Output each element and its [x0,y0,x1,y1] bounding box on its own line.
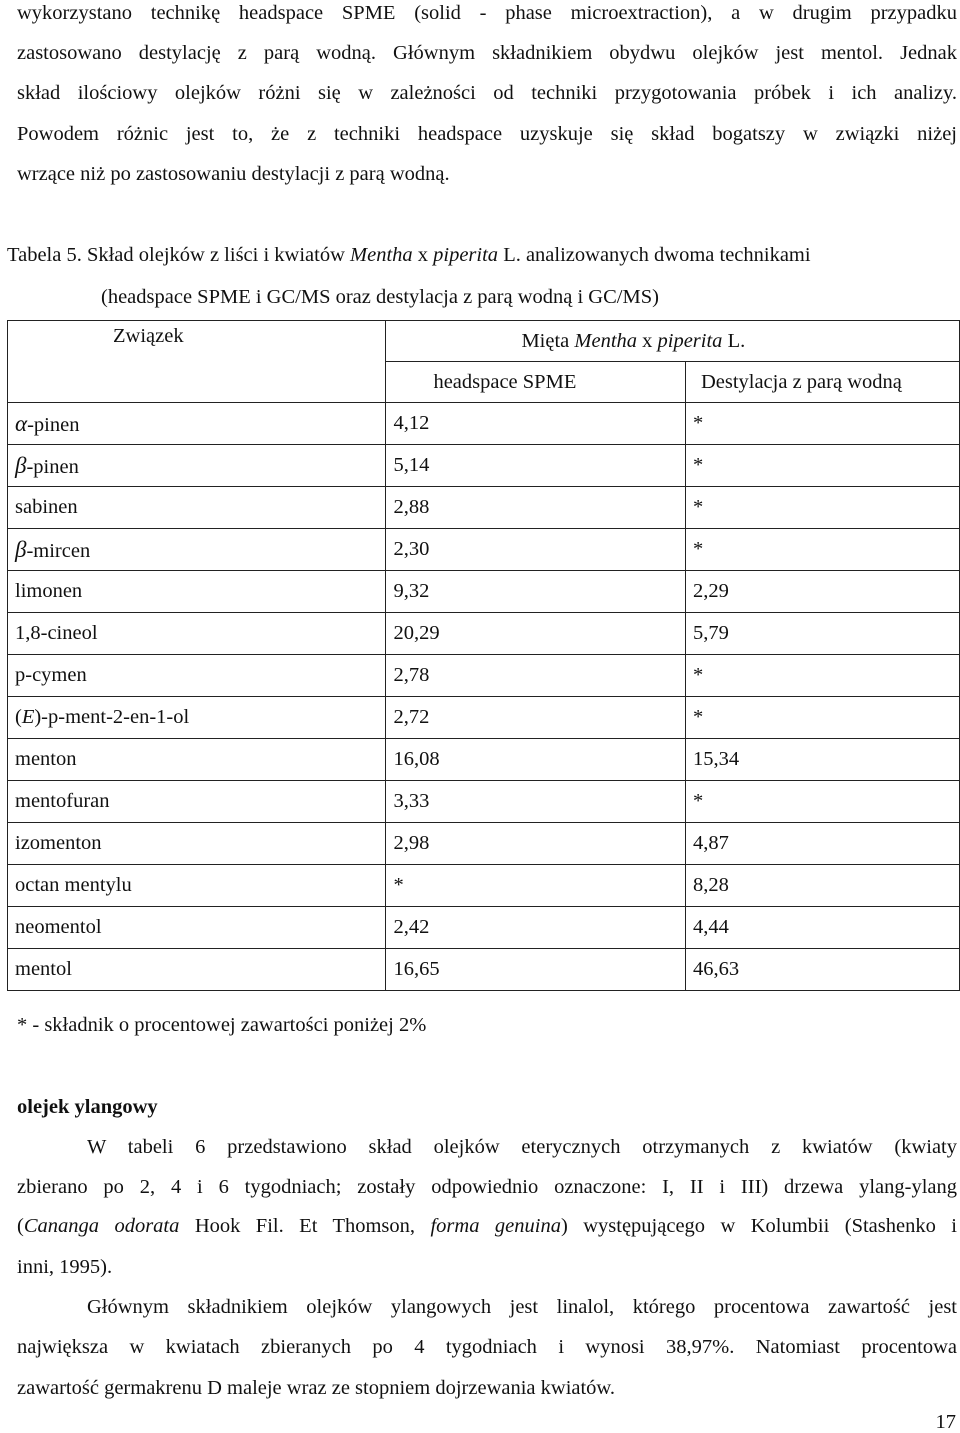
compound-cell [8,571,386,613]
p1-l3-species: Cananga odorata [23,1215,180,1237]
compound-name: izomenton [15,832,102,854]
p1-l3-forma: forma genuina [430,1215,561,1237]
para2-line-3: zawartość germakrenu D maleje wraz ze stopniem dojrzewania kwiatów. [17,1377,616,1399]
page-number: 17 [935,1411,956,1433]
header-group [386,321,960,362]
caption-prefix: Tabela 5. Skład olejków z liści i kwiatów [7,244,351,266]
compound-cell [8,823,386,865]
compound-cell [8,529,386,571]
caption-genus: Mentha [350,244,413,266]
compound-name: mentol [15,958,72,980]
table-row [8,907,960,949]
headspace-value: 16,08 [386,739,686,781]
headspace-value: 9,32 [386,571,686,613]
compound-name: sabinen [15,496,78,518]
compound-cell [8,697,386,739]
table-caption [7,243,957,267]
table-row [8,739,960,781]
headspace-value: 2,30 [386,529,686,571]
greek-prefix: α [15,410,28,436]
caption-species: piperita [433,244,499,266]
distillation-value: 4,44 [685,907,959,949]
compound-name: -pinen [27,413,80,436]
distillation-value: * [685,529,959,571]
compound-stereo-descriptor: E [21,706,35,728]
intro-line-5: wrzące niż po zastosowaniu destylacji z parą wodną. [17,163,450,185]
table-row [8,529,960,571]
headspace-value: 20,29 [386,613,686,655]
para1-line-2: zbierano po 2, 4 i 6 tygodniach; zostały odpowiednio oznaczone: I, II i III) drzewa ylang-ylang [17,1176,957,1198]
compound-cell [8,907,386,949]
compound-name: menton [15,748,77,770]
headspace-value: 16,65 [386,949,686,991]
intro-line-4: Powodem różnic jest to, że z techniki headspace uzyskuje się skład bogatszy w związki niżej [17,123,957,145]
p1-l3-end: ) występującego w Kolumbii (Stashenko i [560,1215,957,1237]
intro-line-3: skład ilościowy olejków różni się w zależności od techniki przygotowania próbek i ich analizy. [17,82,957,104]
table-row [8,571,960,613]
compound-cell [8,403,386,445]
compound-cell [8,445,386,487]
para2-line-1: Głównym składnikiem olejków ylangowych jest linalol, którego procentowa zawartość jest [87,1296,957,1318]
para2-line-2: największa w kwiatach zbieranych po 4 tygodniach i wynosi 38,97%. Natomiast procentowa [17,1336,957,1358]
compound-cell [8,655,386,697]
compound-name: mentofuran [15,790,110,812]
table-row [8,697,960,739]
compound-name: octan mentylu [15,874,132,896]
compound-cell [8,949,386,991]
group-x: x [637,329,658,352]
para1-line-3 [17,1214,957,1238]
composition-table [7,320,960,991]
table-row [8,823,960,865]
caption-suffix: L. analizowanych dwoma technikami [498,244,811,266]
headspace-value: 2,42 [386,907,686,949]
header-distillation: Destylacja z parą wodną [685,362,959,403]
header-headspace: headspace SPME [386,362,686,403]
group-suffix: L. [722,329,746,352]
distillation-value: * [685,487,959,529]
intro-line-1: wykorzystano technikę headspace SPME (solid - phase microextraction), a w drugim przypadku [17,2,957,24]
p1-l3-open: ( [17,1215,24,1237]
greek-prefix: β [15,452,27,478]
group-prefix: Mięta [521,329,575,352]
section-heading: olejek ylangowy [17,1096,158,1118]
compound-name: )-p-ment-2-en-1-ol [34,706,190,728]
headspace-value: 2,78 [386,655,686,697]
distillation-value: * [685,655,959,697]
greek-prefix: β [15,536,27,562]
p1-l3-mid: Hook Fil. Et Thomson, [179,1215,431,1237]
table-row [8,949,960,991]
headspace-value: * [386,865,686,907]
distillation-value: 46,63 [685,949,959,991]
headspace-value: 2,72 [386,697,686,739]
compound-open-paren: ( [15,706,22,728]
table-footnote: * - składnik o procentowej zawartości poniżej 2% [17,1014,427,1036]
table-caption-line-2: (headspace SPME i GC/MS oraz destylacja z parą wodną i GC/MS) [101,286,659,308]
compound-name: -pinen [26,455,79,478]
headspace-value: 2,98 [386,823,686,865]
headspace-value: 2,88 [386,487,686,529]
headspace-value: 3,33 [386,781,686,823]
headspace-value: 4,12 [386,403,686,445]
table-row [8,613,960,655]
compound-name: neomentol [15,916,102,938]
compound-cell [8,487,386,529]
distillation-value: * [685,781,959,823]
compound-name: -mircen [26,539,91,562]
compound-name: p-cymen [15,664,87,686]
compound-cell [8,739,386,781]
caption-x: x [412,244,434,266]
para1-line-4: inni, 1995). [17,1256,113,1278]
para1-line-1: W tabeli 6 przedstawiono skład olejków eterycznych otrzymanych z kwiatów (kwiaty [87,1136,957,1158]
distillation-value: 5,79 [685,613,959,655]
table-row [8,865,960,907]
header-compound: Związek [8,321,386,403]
table-row [8,487,960,529]
distillation-value: 2,29 [685,571,959,613]
compound-cell [8,781,386,823]
compound-name: 1,8-cineol [15,622,98,644]
table-row [8,403,960,445]
compound-cell [8,613,386,655]
distillation-value: * [685,697,959,739]
table-row [8,655,960,697]
distillation-value: 15,34 [685,739,959,781]
compound-name: limonen [15,580,83,602]
group-species: piperita [657,329,723,352]
distillation-value: 4,87 [685,823,959,865]
distillation-value: * [685,445,959,487]
table-row [8,445,960,487]
intro-line-2: zastosowano destylację z parą wodną. Głównym składnikiem obydwu olejków jest mentol. Jednak [17,42,957,64]
group-genus: Mentha [574,329,638,352]
headspace-value: 5,14 [386,445,686,487]
distillation-value: * [685,403,959,445]
table-row [8,781,960,823]
table-header-row-1 [8,321,960,362]
compound-cell [8,865,386,907]
distillation-value: 8,28 [685,865,959,907]
